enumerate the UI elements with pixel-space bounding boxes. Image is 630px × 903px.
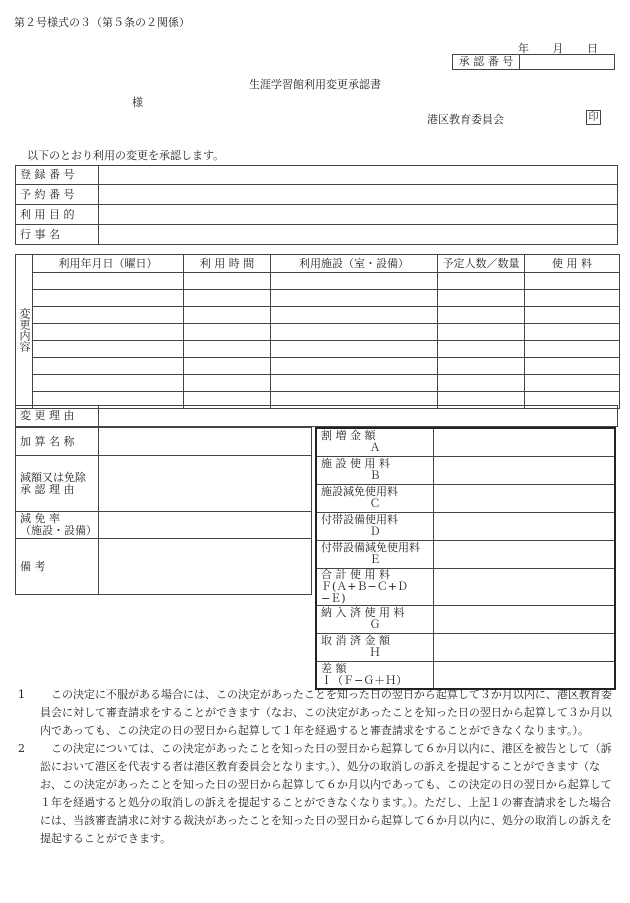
table-row <box>16 324 620 341</box>
fee-row <box>316 661 615 689</box>
fee-table <box>315 427 616 690</box>
cell[interactable] <box>271 324 438 341</box>
cell[interactable] <box>438 290 525 307</box>
cell[interactable] <box>438 324 525 341</box>
cell[interactable] <box>271 375 438 392</box>
fee-label: 納 入 済 使 用 料 Ｇ <box>316 605 434 633</box>
cell[interactable] <box>438 375 525 392</box>
intro-text: 以下のとおり利用の変更を承認します。 <box>27 149 225 162</box>
date-year: 年 <box>518 42 529 55</box>
date-day: 日 <box>587 42 598 55</box>
reservation-number-field[interactable] <box>99 185 618 205</box>
fee-label: 付帯設備減免使用料 Ｅ <box>316 540 434 568</box>
cell[interactable] <box>184 341 271 358</box>
table-row <box>16 341 620 358</box>
seal-mark: 印 <box>586 110 601 125</box>
fee-row <box>316 484 615 512</box>
cell[interactable] <box>525 358 620 375</box>
cell[interactable] <box>271 341 438 358</box>
fee-label: 施 設 使 用 料 Ｂ <box>316 456 434 484</box>
cell[interactable] <box>271 307 438 324</box>
cell[interactable] <box>271 273 438 290</box>
remarks-label: 備 考 <box>16 539 99 595</box>
fee-label: 差 額 Ｉ（Ｆ−Ｇ＋Ｈ） <box>316 661 434 689</box>
table-row <box>16 375 620 392</box>
document-title: 生涯学習館利用変更承認書 <box>249 78 381 91</box>
fee-value[interactable] <box>434 512 616 540</box>
note-number: 1 <box>18 688 25 701</box>
cell[interactable] <box>438 341 525 358</box>
table-row <box>16 358 620 375</box>
cell[interactable] <box>184 273 271 290</box>
fee-value[interactable] <box>434 540 616 568</box>
cell[interactable] <box>438 358 525 375</box>
fee-row <box>316 512 615 540</box>
purpose-field[interactable] <box>99 205 618 225</box>
fee-value[interactable] <box>434 568 616 605</box>
change-table <box>15 254 620 409</box>
fee-row <box>316 456 615 484</box>
fee-row <box>316 605 615 633</box>
header-facility: 利用施設（室・設備） <box>271 255 438 273</box>
cell[interactable] <box>525 307 620 324</box>
cell[interactable] <box>184 324 271 341</box>
approval-number-value[interactable] <box>520 55 615 70</box>
cell[interactable] <box>525 375 620 392</box>
cell[interactable] <box>184 358 271 375</box>
surcharge-name-field[interactable] <box>99 428 312 456</box>
change-reason-field[interactable] <box>99 406 618 427</box>
info-label-registration: 登 録 番 号 <box>16 166 99 185</box>
cell[interactable] <box>33 273 184 290</box>
cell[interactable] <box>33 358 184 375</box>
cell[interactable] <box>33 307 184 324</box>
approval-number-box <box>452 54 615 70</box>
change-section-label: 変更内容 <box>16 255 33 409</box>
fee-label: 割 増 金 額 Ａ <box>316 428 434 456</box>
cell[interactable] <box>33 375 184 392</box>
fee-row <box>316 568 615 605</box>
reduction-rate-field[interactable] <box>99 512 312 539</box>
note-item <box>18 686 614 740</box>
table-row <box>16 290 620 307</box>
cell[interactable] <box>438 273 525 290</box>
event-name-field[interactable] <box>99 225 618 245</box>
registration-number-field[interactable] <box>99 166 618 185</box>
date-month: 月 <box>552 42 564 55</box>
fee-value[interactable] <box>434 428 616 456</box>
table-row <box>16 273 620 290</box>
change-reason-label: 変 更 理 由 <box>16 406 99 427</box>
notes <box>18 686 614 848</box>
info-table <box>15 165 618 245</box>
approval-number-label: 承 認 番 号 <box>453 55 520 70</box>
cell[interactable] <box>33 324 184 341</box>
fee-value[interactable] <box>434 456 616 484</box>
header-date: 利用年月日（曜日） <box>33 255 184 273</box>
cell[interactable] <box>271 290 438 307</box>
header-time: 利 用 時 間 <box>184 255 271 273</box>
note-item <box>18 740 614 848</box>
fee-label: 合 計 使 用 料 Ｆ(Ａ+Ｂ−Ｃ+Ｄ−Ｅ) <box>316 568 434 605</box>
form-label: 第２号様式の３（第５条の２関係） <box>14 16 190 29</box>
note-text: この決定に不服がある場合には、この決定があったことを知った日の翌日から起算して３か月以内に、港区教育委員会に対して審査請求をすることができます（なお、この決定があったことを知った日の翌日から起算して３か月以内であっても、この決定の日の翌日から起算して１年を経過すると審査請求をすることができなくなります。）。 <box>40 688 612 737</box>
surcharge-name-label: 加 算 名 称 <box>16 428 99 456</box>
cell[interactable] <box>184 375 271 392</box>
fee-row <box>316 428 615 456</box>
fee-label: 取 消 済 金 額 Ｈ <box>316 633 434 661</box>
cell[interactable] <box>271 358 438 375</box>
cell[interactable] <box>438 307 525 324</box>
cell[interactable] <box>525 273 620 290</box>
remarks-field[interactable] <box>99 539 312 595</box>
cell[interactable] <box>525 341 620 358</box>
header-quantity: 予定人数／数量 <box>438 255 525 273</box>
fee-label: 付帯設備使用料 Ｄ <box>316 512 434 540</box>
cell[interactable] <box>184 290 271 307</box>
info-label-event: 行 事 名 <box>16 225 99 245</box>
issuer: 港区教育委員会 <box>427 113 504 126</box>
fee-value[interactable] <box>434 484 616 512</box>
reduction-reason-field[interactable] <box>99 456 312 512</box>
cell[interactable] <box>33 290 184 307</box>
header-fee: 使 用 料 <box>525 255 620 273</box>
fee-label: 施設減免使用料 Ｃ <box>316 484 434 512</box>
table-row <box>16 307 620 324</box>
reduction-reason-label: 減額又は免除 承 認 理 由 <box>16 456 99 512</box>
fee-row <box>316 633 615 661</box>
cell[interactable] <box>525 324 620 341</box>
cell[interactable] <box>33 341 184 358</box>
info-label-reservation: 予 約 番 号 <box>16 185 99 205</box>
note-text: この決定については、この決定があったことを知った日の翌日から起算して６か月以内に、港区を被告として（訴訟において港区を代表する者は港区教育委員会となります。）、処分の取消しの訴えを提起することができます（なお、この決定があったことを知った日の翌日から起算して６か月以内であっても、この決定の日の翌日から起算して１年を経過すると処分の取消しの訴えを提起することができなくなります。）。ただし、上記１の審査請求をした場合には、当該審査請求に対する裁決があったことを知った日の翌日から起算して６か月以内に、処分の取消しの訴えを提起することができます。 <box>40 742 612 845</box>
addressee-suffix: 様 <box>132 96 143 109</box>
reduction-rate-label: 減 免 率 （施設・設備） <box>16 512 99 539</box>
fee-value[interactable] <box>434 633 616 661</box>
fee-value[interactable] <box>434 605 616 633</box>
cell[interactable] <box>184 307 271 324</box>
info-label-purpose: 利 用 目 的 <box>16 205 99 225</box>
change-reason-table <box>15 405 618 427</box>
left-lower-table <box>15 427 312 595</box>
cell[interactable] <box>525 290 620 307</box>
fee-value[interactable] <box>434 661 616 689</box>
note-number: 2 <box>18 742 25 755</box>
fee-row <box>316 540 615 568</box>
